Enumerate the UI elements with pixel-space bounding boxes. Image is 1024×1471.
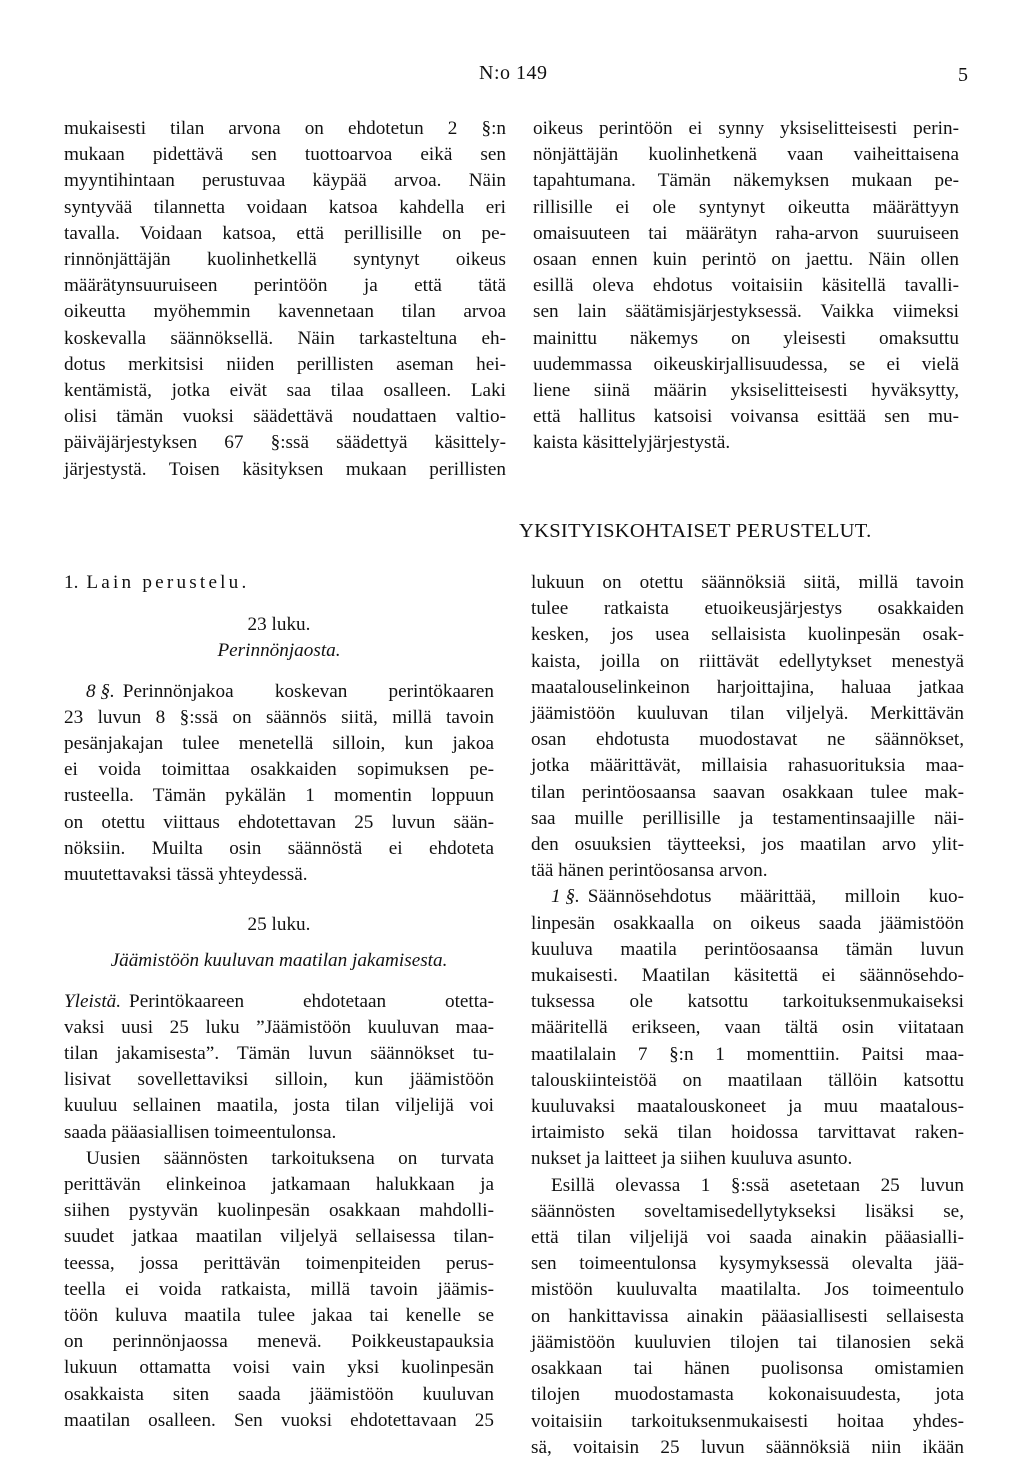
- text-line: mainittu näkemys on yleisesti omaksuttu: [533, 327, 959, 349]
- text-line: Esillä olevassa 1 §:ssä asetetaan 25 luvun: [551, 1174, 964, 1196]
- paragraph-8: [64, 679, 494, 889]
- text-line: nukset ja laitteet ja siihen kuuluva asunto.: [531, 1148, 853, 1170]
- chapter-25-intro-paragraph: [531, 570, 964, 884]
- paragraph-1: [531, 884, 964, 1172]
- text-line: esillä oleva ehdotus voitaisiin käsitellä tavalli-: [533, 275, 959, 297]
- text-line: maatilalain 7 §:n 1 momenttiin. Paitsi maa-: [531, 1043, 964, 1065]
- text-line: rusteella. Tämän pykälän 1 momentin loppuun: [64, 785, 494, 807]
- text-line: päiväjärjestyksen 67 §:ssä säädettyä käsittely-: [64, 432, 506, 454]
- text-run: Perinnönjakoa koskevan perintökaaren: [122, 680, 494, 702]
- text-line: sä, voitaisin 25 luvun säännöksiä niin ikään: [531, 1436, 964, 1458]
- text-line: 23 luvun 8 §:ssä on säännös siitä, millä tavoin: [64, 706, 494, 728]
- text-line: voitaisiin tarkoituksenmukaisesti hoitaa yhdes-: [531, 1410, 964, 1432]
- text-line: pesänjakajan tulee menetellä silloin, kun jakoa: [64, 733, 494, 755]
- text-line: että hallitus katsoisi voivansa esittää sen mu-: [533, 406, 959, 428]
- page-number: 5: [958, 64, 968, 86]
- text-line: että tilan viljelijä voi saada ainakin pääasialli-: [531, 1227, 964, 1249]
- top-left-column: [64, 116, 506, 483]
- text-line: tuksessa ole katsottu tarkoituksenmukaiseksi: [531, 991, 964, 1013]
- chapter-25-heading: 25 luku.: [247, 914, 311, 936]
- text-line: mukaisesti tilan arvona on ehdotetun 2 §:n: [64, 118, 506, 139]
- text-line: Uusien säännösten tarkoituksena on turvata: [86, 1147, 494, 1169]
- text-line: on otettu viittaus ehdotettavan 25 luvun sään-: [64, 811, 494, 833]
- chapter-23-title: Perinnönjaosta.: [217, 640, 341, 662]
- closing-paragraph: [531, 1173, 964, 1461]
- text-line: määrätynsuuruiseen perintöön ja että tätä: [64, 275, 506, 297]
- text-line: tilan perintöosaansa saavan osakkaan tulee mak-: [531, 781, 964, 803]
- text-line: kaista käsittelyjärjestystä.: [533, 432, 731, 454]
- text-line: oikeutta myöhemmin kavennetaan tilan arvoa: [64, 301, 506, 323]
- text-line: maatilan osalleen. Sen vuoksi ehdotettavaan 25: [64, 1409, 494, 1431]
- text-line: lukuun on otettu säännöksiä siitä, millä tavoin: [531, 572, 964, 593]
- text-line: järjestystä. Toisen käsityksen mukaan perillisten: [64, 458, 506, 480]
- text-line: kuuluvaksi maatalouskoneet ja muu maatalous-: [531, 1096, 964, 1118]
- text-line: tilan jakamisesta”. Tämän luvun säännökset tu-: [64, 1043, 494, 1065]
- text-line: tulee ratkaista etuoikeusjärjestys osakkaiden: [531, 598, 964, 620]
- text-line: saada pääasiallisen toimeentulonsa.: [64, 1121, 337, 1143]
- part-number: 1.: [64, 572, 79, 593]
- text-line: dotus merkitsisi niiden perillisten aseman hei-: [64, 353, 506, 375]
- text-line: on hankittavissa ainakin pääasiallisesti sellaisesta: [531, 1305, 964, 1327]
- text-line: osan ehdotusta muodostavat ne säännökset,: [531, 729, 964, 751]
- text-line: omaisuuteen tai määrätyn raha-arvon suuruiseen: [533, 222, 959, 244]
- general-paragraph: [64, 989, 494, 1146]
- text-line: koskevalla säännöksellä. Näin tarkasteltuna eh-: [64, 327, 506, 349]
- text-line: tavalla. Voidaan katsoa, että perillisille on pe-: [64, 222, 506, 244]
- text-line: teella ei voida ratkaista, millä tavoin jäämis-: [64, 1278, 494, 1300]
- text-line: suudet jatkaa maatilan viljelyä sellaisessa tilan-: [64, 1226, 494, 1248]
- text-line: teessa, jossa perittävän toimenpiteiden perus-: [64, 1252, 494, 1274]
- part-heading: [64, 570, 494, 596]
- text-line: nöksiin. Muilta osin säännöstä ei ehdoteta: [64, 837, 494, 859]
- text-line: osakkaista siten saada jäämistöön kuuluvan: [64, 1383, 494, 1405]
- text-line: nönjättäjän kuolinhetkenä vaan vaiheittaisena: [533, 144, 959, 166]
- bottom-right-column: [531, 570, 964, 1461]
- text-line: kuuluu sellainen maatila, josta tilan viljelijä voi: [64, 1095, 494, 1117]
- text-line: mukaan pidettävä sen tuottoarvoa eikä sen: [64, 144, 506, 166]
- chapter-23-heading: 23 luku.: [247, 614, 311, 636]
- text-line: lukuun ottamatta voisi vain yksi kuolinpesän: [64, 1357, 494, 1379]
- text-line: mukaisesti. Maatilan käsitettä ei säännösehdo-: [531, 965, 964, 987]
- text-run: Säännösehdotus määrittää, milloin kuo-: [587, 886, 964, 908]
- text-line: kesken, jos usea sellaisista kuolinpesän osak-: [531, 624, 964, 646]
- text-line: linpesän osakkaalla on oikeus saada jäämistöön: [531, 912, 964, 934]
- text-line: määritellä erikseen, vaan tältä osin viitataan: [531, 1017, 964, 1039]
- text-run: Perintökaareen ehdotetaan otetta-: [129, 990, 494, 1012]
- part-title: Lain perustelu.: [86, 572, 250, 593]
- chapter-25-title: Jäämistöön kuuluvan maatilan jakamisesta.: [110, 950, 448, 972]
- text-line: perittävän elinkeinoa jatkamaan halukkaan ja: [64, 1174, 494, 1196]
- document-number: N:o 149: [479, 62, 548, 84]
- text-line: sen toimeentulonsa kysymyksessä olevalta jää-: [531, 1253, 964, 1275]
- text-line: [64, 679, 494, 705]
- text-line: maatalouselinkeinon harjoittajina, haluaa jatkaa: [531, 676, 964, 698]
- text-line: vaksi uusi 25 luku ”Jäämistöön kuuluvan maa-: [64, 1016, 494, 1038]
- text-line: sen lain säätämisjärjestyksessä. Vaikka viimeksi: [533, 301, 959, 323]
- bottom-left-column: [64, 570, 494, 1434]
- text-line: lisivat sovellettaviksi silloin, kun jäämistöön: [64, 1069, 494, 1091]
- text-line: on perinnönjaossa menevä. Poikkeustapauksia: [64, 1331, 494, 1353]
- text-line: uudemmassa oikeuskirjallisuudessa, se ei vielä: [533, 353, 959, 375]
- text-line: olisi tämän vuoksi säädettävä noudattaen valtio-: [64, 406, 506, 428]
- text-line: den osuuksien täytteeksi, jos maatilan arvo ylit-: [531, 834, 964, 856]
- text-line: irtaimisto sekä tilan hoidossa tarvittavat raken-: [531, 1122, 964, 1144]
- text-line: mistöön kuuluvalta maatilalta. Jos toimeentulo: [531, 1279, 964, 1301]
- text-line: syntyvää tilannetta voidaan katsoa kahdella eri: [64, 196, 506, 218]
- text-line: tilojen muodostamasta kokonaisuudesta, jota: [531, 1384, 964, 1406]
- text-line: osaan ennen kuin perintö on jaettu. Näin ollen: [533, 249, 959, 271]
- text-line: talouskiinteistöä on maatilaan tällöin katsottu: [531, 1069, 964, 1091]
- text-line: jotka määrittävät, millaisia rahasuorituksia maa-: [531, 755, 964, 777]
- paragraph-label: 8 §.: [86, 680, 115, 702]
- text-line: muutettavaksi tässä yhteydessä.: [64, 864, 308, 886]
- paragraph-label: Yleistä.: [64, 990, 122, 1012]
- text-line: myyntihintaan perustuvaa käypää arvoa. Näin: [64, 170, 506, 192]
- section-heading: YKSITYISKOHTAISET PERUSTELUT.: [519, 520, 872, 542]
- text-line: [64, 989, 494, 1015]
- text-line: ei voida toimittaa osakkaiden sopimuksen pe-: [64, 759, 494, 781]
- paragraph-label: 1 §.: [551, 886, 580, 908]
- purpose-paragraph: [64, 1146, 494, 1434]
- text-line: saa muille perillisille ja testamentinsaajille näi-: [531, 807, 964, 829]
- text-line: oikeus perintöön ei synny yksiselitteisesti perin-: [533, 118, 959, 139]
- text-line: säännösten soveltamisedellytykseksi lisäksi se,: [531, 1200, 964, 1222]
- text-line: kuuluva maatila perintöosaansa tämän luvun: [531, 938, 964, 960]
- text-line: [531, 884, 964, 910]
- text-line: tapahtumana. Tämän näkemyksen mukaan pe-: [533, 170, 959, 192]
- text-line: siihen pystyvän kuolinpesän osakkaan mahdolli-: [64, 1200, 494, 1222]
- text-line: jäämistöön kuuluvien tilojen tai tilanosien sekä: [531, 1331, 964, 1353]
- text-line: jäämistöön kuuluvan tilan viljelyä. Merkittävän: [531, 703, 964, 725]
- text-line: tää hänen perintöosansa arvon.: [531, 860, 768, 882]
- text-line: töön kuluva maatila tulee jakaa tai kenelle se: [64, 1305, 494, 1327]
- text-line: liene siinä määrin yksiselitteisesti hyväksytty,: [533, 380, 959, 402]
- text-line: osakkaan tai hänen puolisonsa omistamien: [531, 1358, 964, 1380]
- text-line: kentämistä, jotka eivät saa tilaa osalleen. Laki: [64, 380, 506, 402]
- top-right-column: [533, 116, 959, 457]
- text-line: rinnönjättäjän kuolinhetkellä syntynyt oikeus: [64, 249, 506, 271]
- text-line: kaista, joilla on riittävät edellytykset menestyä: [531, 650, 964, 672]
- text-line: rillisille ei ole syntynyt oikeutta määrättyyn: [533, 196, 959, 218]
